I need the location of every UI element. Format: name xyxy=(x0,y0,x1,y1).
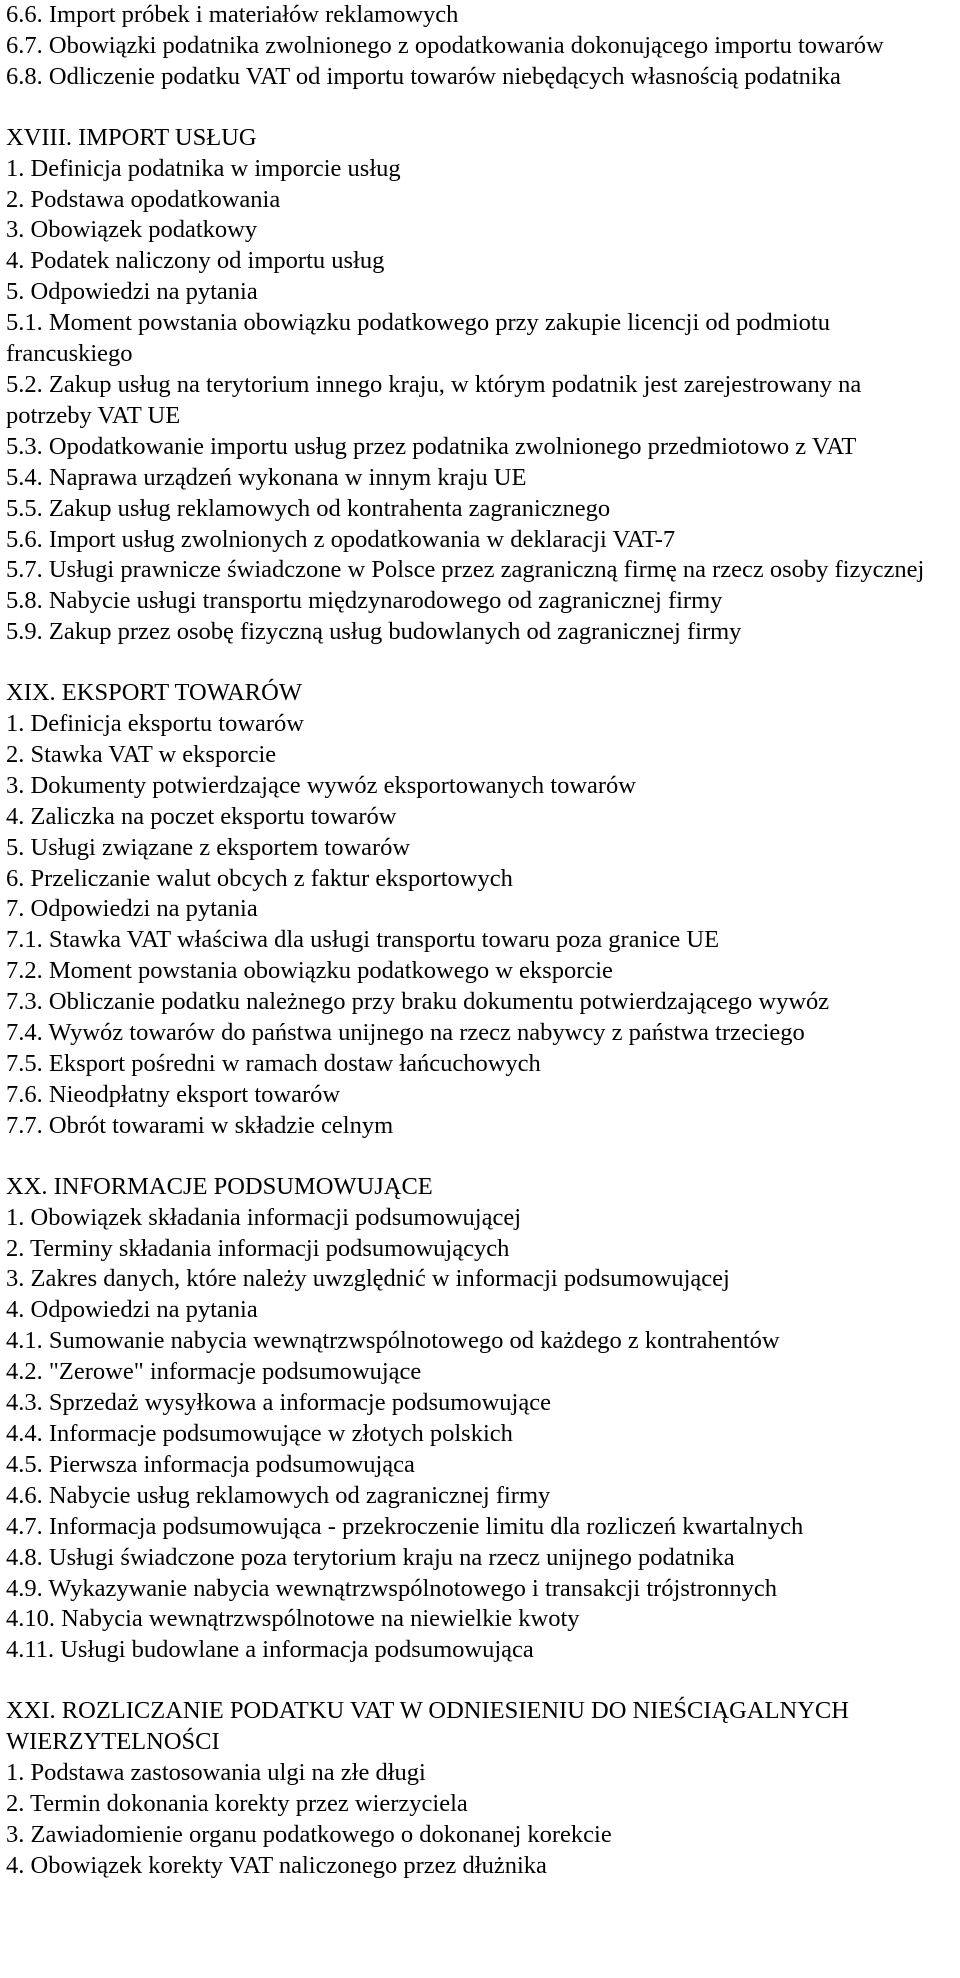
toc-entry: 1. Podstawa zastosowania ulgi na złe długi xyxy=(6,1759,426,1787)
toc-entry: 5.7. Usługi prawnicze świadczone w Polsce przez zagraniczną firmę na rzecz osoby fizycznej xyxy=(6,556,925,584)
toc-entry: 4.8. Usługi świadczone poza terytorium kraju na rzecz unijnego podatnika xyxy=(6,1543,735,1571)
section-heading: XXI. ROZLICZANIE PODATKU VAT W ODNIESIENIU DO NIEŚCIĄGALNYCH WIERZYTELNOŚCI xyxy=(6,1697,849,1756)
section-eksport-towarow xyxy=(6,678,942,1142)
toc-entry: 4.3. Sprzedaż wysyłkowa a informacje podsumowujące xyxy=(6,1389,551,1417)
toc-entry: 4.2. "Zerowe" informacje podsumowujące xyxy=(6,1358,422,1386)
toc-entry: 1. Definicja podatnika w imporcie usług xyxy=(6,154,401,182)
toc-entry: 2. Podstawa opodatkowania xyxy=(6,185,281,213)
toc-entry: 5. Usługi związane z eksportem towarów xyxy=(6,833,411,861)
toc-entry: 5.1. Moment powstania obowiązku podatkowego przy zakupie licencji od podmiotu francuskiego xyxy=(6,309,830,368)
toc-entry: 4. Zaliczka na poczet eksportu towarów xyxy=(6,802,397,830)
toc-entry: 1. Definicja eksportu towarów xyxy=(6,710,304,738)
section-import-continued xyxy=(6,0,942,93)
toc-entry: 4.10. Nabycia wewnątrzwspólnotowe na niewielkie kwoty xyxy=(6,1605,580,1633)
toc-entry: 3. Dokumenty potwierdzające wywóz eksportowanych towarów xyxy=(6,771,637,799)
toc-entry: 5.3. Opodatkowanie importu usług przez podatnika zwolnionego przedmiotowo z VAT xyxy=(6,432,857,460)
toc-entry: 5.5. Zakup usług reklamowych od kontrahenta zagranicznego xyxy=(6,494,611,522)
section-heading: XX. INFORMACJE PODSUMOWUJĄCE xyxy=(6,1172,433,1200)
section-heading: XVIII. IMPORT USŁUG xyxy=(6,123,257,151)
toc-entry: 4. Obowiązek korekty VAT naliczonego przez dłużnika xyxy=(6,1851,547,1879)
toc-entry: 7.7. Obrót towarami w składzie celnym xyxy=(6,1111,394,1139)
toc-entry: 5. Odpowiedzi na pytania xyxy=(6,278,258,306)
section-import-uslug xyxy=(6,123,942,648)
toc-entry: 4. Podatek naliczony od importu usług xyxy=(6,247,385,275)
toc-entry: 3. Zakres danych, które należy uwzględnić w informacji podsumowującej xyxy=(6,1265,730,1293)
toc-entry: 5.8. Nabycie usługi transportu międzynarodowego od zagranicznej firmy xyxy=(6,587,723,615)
toc-entry: 1. Obowiązek składania informacji podsumowującej xyxy=(6,1203,522,1231)
toc-entry: 4.6. Nabycie usług reklamowych od zagranicznej firmy xyxy=(6,1481,551,1509)
section-heading: XIX. EKSPORT TOWARÓW xyxy=(6,679,302,707)
toc-entry: 3. Obowiązek podatkowy xyxy=(6,216,258,244)
toc-entry: 5.9. Zakup przez osobę fizyczną usług budowlanych od zagranicznej firmy xyxy=(6,618,742,646)
toc-entry: 2. Stawka VAT w eksporcie xyxy=(6,740,277,768)
toc-entry: 7.3. Obliczanie podatku należnego przy braku dokumentu potwierdzającego wywóz xyxy=(6,988,830,1016)
toc-entry: 6.7. Obowiązki podatnika zwolnionego z opodatkowania dokonującego importu towarów xyxy=(6,31,884,59)
toc-entry: 7. Odpowiedzi na pytania xyxy=(6,895,258,923)
toc-entry: 6.6. Import próbek i materiałów reklamowych xyxy=(6,1,459,28)
toc-entry: 7.6. Nieodpłatny eksport towarów xyxy=(6,1080,341,1108)
toc-entry: 7.4. Wywóz towarów do państwa unijnego na rzecz nabywcy z państwa trzeciego xyxy=(6,1019,805,1047)
toc-entry: 7.1. Stawka VAT właściwa dla usługi transportu towaru poza granice UE xyxy=(6,926,720,954)
toc-entry: 4.11. Usługi budowlane a informacja podsumowująca xyxy=(6,1636,534,1664)
toc-entry: 5.2. Zakup usług na terytorium innego kraju, w którym podatnik jest zarejestrowany na potrzeby VAT UE xyxy=(6,370,862,429)
toc-entry: 5.6. Import usług zwolnionych z opodatkowania w deklaracji VAT-7 xyxy=(6,525,676,553)
toc-entry: 2. Termin dokonania korekty przez wierzyciela xyxy=(6,1789,468,1817)
toc-entry: 6. Przeliczanie walut obcych z faktur eksportowych xyxy=(6,864,513,892)
toc-entry: 6.8. Odliczenie podatku VAT od importu towarów niebędących własnością podatnika xyxy=(6,62,841,90)
section-informacje-podsumowujace xyxy=(6,1172,942,1667)
toc-entry: 3. Zawiadomienie organu podatkowego o dokonanej korekcie xyxy=(6,1820,612,1848)
toc-entry: 4.1. Sumowanie nabycia wewnątrzwspólnotowego od każdego z kontrahentów xyxy=(6,1327,780,1355)
toc-entry: 7.2. Moment powstania obowiązku podatkowego w eksporcie xyxy=(6,957,613,985)
section-niesciagalne-wierzytelnosci xyxy=(6,1696,942,1881)
toc-entry: 4. Odpowiedzi na pytania xyxy=(6,1296,258,1324)
toc-entry: 7.5. Eksport pośredni w ramach dostaw łańcuchowych xyxy=(6,1050,541,1077)
toc-entry: 4.9. Wykazywanie nabycia wewnątrzwspólnotowego i transakcji trójstronnych xyxy=(6,1574,777,1602)
toc-entry: 4.4. Informacje podsumowujące w złotych polskich xyxy=(6,1419,513,1447)
toc-entry: 4.7. Informacja podsumowująca - przekroczenie limitu dla rozliczeń kwartalnych xyxy=(6,1512,804,1540)
toc-entry: 2. Terminy składania informacji podsumowujących xyxy=(6,1234,510,1262)
toc-entry: 4.5. Pierwsza informacja podsumowująca xyxy=(6,1450,415,1478)
toc-entry: 5.4. Naprawa urządzeń wykonana w innym kraju UE xyxy=(6,463,527,491)
